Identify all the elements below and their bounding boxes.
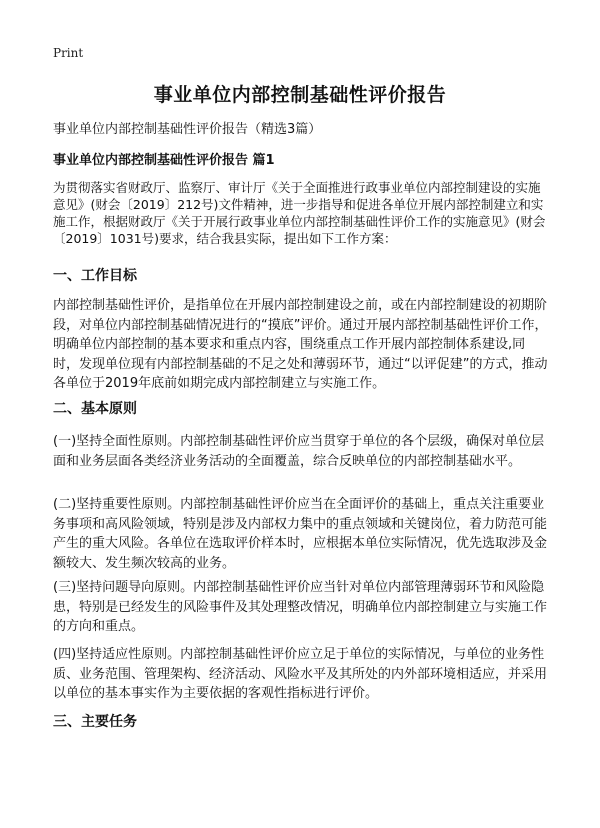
heading-goal: 一、工作目标	[53, 268, 137, 284]
heading-principle: 二、基本原则	[53, 401, 137, 417]
goal-paragraph: 内部控制基础性评价，是指单位在开展内部控制建设之前，或在内部控制建设的初期阶段，对单位内部控制基础情况进行的“摸底”评价。通过开展内部控制基础性评价工作，明确单位内部控制的基本要求和重点内容，围绕重点工作开展内部控制体系建设,同时，发现单位现有内部控制基础的不足之处和薄弱环节，通过“以评促建”的方式，推动各单位于2019年底前如期完成内部控制建立与实施工作。	[53, 298, 548, 391]
page-title: 事业单位内部控制基础性评价报告	[153, 84, 447, 106]
print-label: Print	[53, 46, 84, 60]
principle-paragraph-4: (四)坚持适应性原则。内部控制基础性评价应立足于单位的实际情况，与单位的业务性质、业务范围、管理架构、经济活动、风险水平及其所处的内外部环境相适应，并采用以单位的基本事实作为主要依据的客观性指标进行评价。	[53, 647, 548, 701]
heading-task: 三、主要任务	[53, 714, 137, 730]
principle-paragraph-2: (二)坚持重要性原则。内部控制基础性评价应当在全面评价的基础上，重点关注重要业务事项和高风险领域，特别是涉及内部权力集中的重点领域和关键岗位，着力防范可能产生的重大风险。各单位在选取评价样本时，应根据本单位实际情况，优先选取涉及金额较大、发生频次较高的业务。	[53, 497, 548, 571]
principle-paragraph-1: (一)坚持全面性原则。内部控制基础性评价应当贯穿于单位的各个层级，确保对单位层面和业务层面各类经济业务活动的全面覆盖，综合反映单位的内部控制基础水平。	[53, 434, 545, 469]
principle-paragraph-3: (三)坚持问题导向原则。内部控制基础性评价应当针对单位内部管理薄弱环节和风险隐患，特别是已经发生的风险事件及其处理整改情况，明确单位内部控制建立与实施工作的方向和重点。	[53, 580, 548, 634]
document-subtitle: 事业单位内部控制基础性评价报告（精选3篇）	[53, 122, 322, 137]
section-title: 事业单位内部控制基础性评价报告 篇1	[53, 153, 275, 168]
intro-paragraph: 为贯彻落实省财政厅、监察厅、审计厅《关于全面推进行政事业单位内部控制建设的实施意见》(财会〔2019〕212号)文件精神，进一步指导和促进各单位开展内部控制建立和实施工作，根据财政厅《关于开展行政事业单位内部控制基础性评价工作的实施意见》(财会〔2019〕1031号)要求，结合我县实际，提出如下工作方案：	[53, 180, 546, 246]
